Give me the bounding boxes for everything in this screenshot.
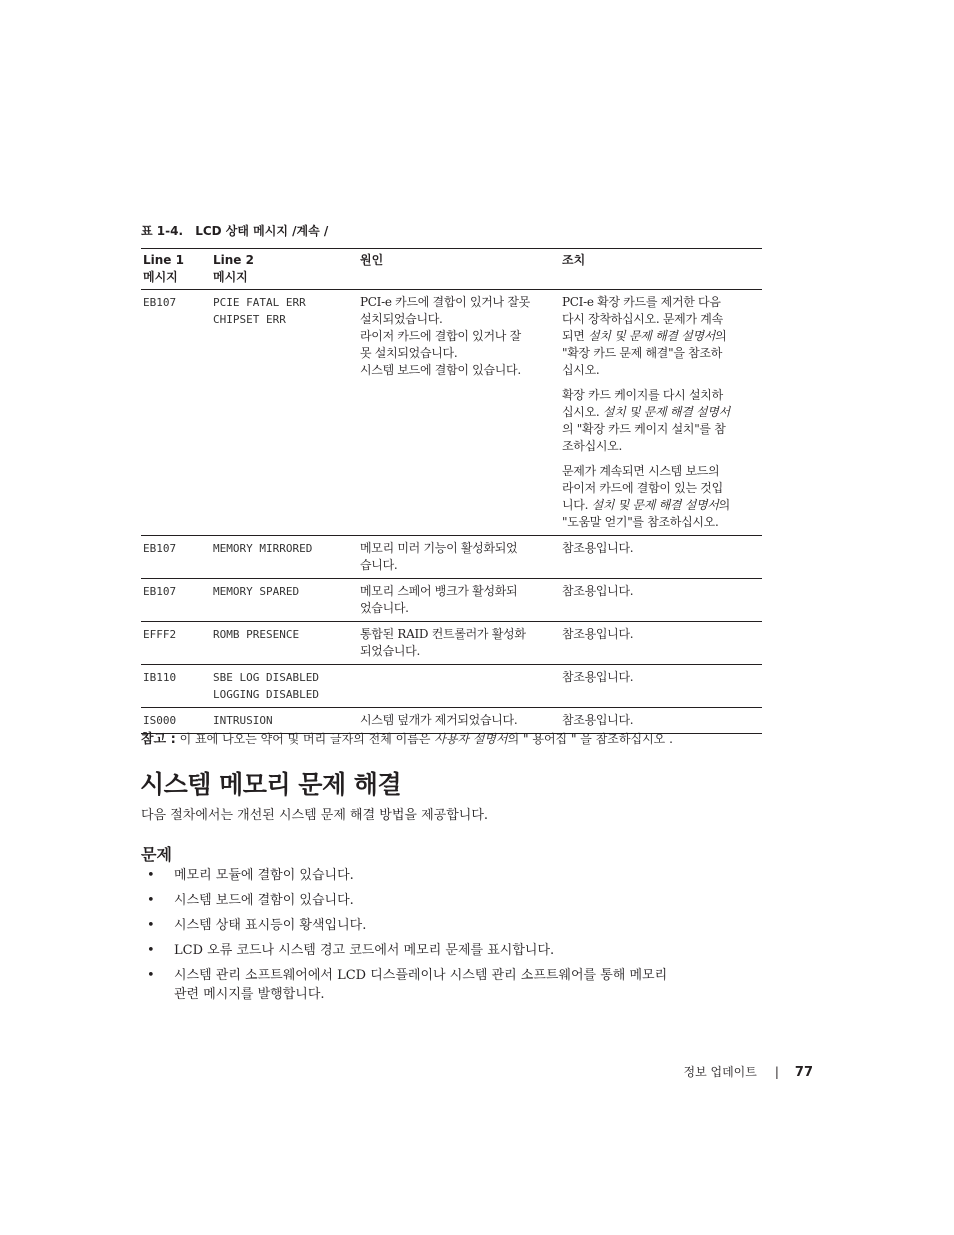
table-row: [141, 536, 762, 579]
action-paragraph: PCI-e 확장 카드를 제거한 다음 다시 장착하십시오. 문제가 계속 되면 설치 및 문제 해결 설명서의 "확장 카드 문제 해결"을 참조하 십시오.: [562, 295, 727, 377]
action-cell: 참조용입니다.: [562, 541, 634, 555]
cause-cell: 메모리 스페어 뱅크가 활성화되 었습니다.: [360, 584, 518, 615]
manual-reference: 설치 및 문제 해결 설명서: [591, 498, 719, 512]
action-paragraph: 확장 카드 케이지를 다시 설치하 십시오. 설치 및 문제 해결 설명서 의 "확장 카드 케이지 설치"를 참 조하십시오.: [562, 388, 730, 453]
table-title: LCD 상태 메시지 /계속 /: [195, 224, 329, 238]
footer-section: 정보 업데이트: [683, 1065, 757, 1079]
cause-cell: PCI-e 카드에 결합이 있거나 잘못 설치되었습니다. 라이저 카드에 결합이 있거나 잘 못 설치되었습니다. 시스템 보드에 결함이 있습니다.: [360, 295, 530, 377]
manual-reference: 사용자 설명서: [434, 732, 508, 746]
line2-message: SBE LOG DISABLED LOGGING DISABLED: [213, 671, 319, 701]
list-item: • 시스템 상태 표시등이 황색입니다.: [147, 918, 367, 933]
bullet-icon: •: [147, 868, 155, 883]
cause-cell: 메모리 미러 기능이 활성화되었 습니다.: [360, 541, 518, 572]
table-note: 참고 : 이 표에 나오는 약어 및 머리 글자의 전체 이름은 사용자 설명서의 " 용어집 " 을 참조하십시오 .: [141, 732, 673, 747]
list-item: • LCD 오류 코드나 시스템 경고 코드에서 메모리 문제를 표시합니다.: [147, 943, 555, 958]
action-cell: 참조용입니다.: [562, 584, 634, 598]
cause-cell: 통합된 RAID 컨트롤러가 활성화 되었습니다.: [360, 627, 526, 658]
header-action: 조치: [562, 253, 586, 267]
lcd-status-table: [141, 248, 762, 734]
list-item: • 메모리 모듈에 결함이 있습니다.: [147, 868, 354, 883]
table-row: [141, 665, 762, 708]
line1-code: IB110: [143, 671, 177, 684]
line2-message: MEMORY SPARED: [213, 585, 300, 598]
cause-cell: 시스템 덮개가 제거되었습니다.: [360, 713, 518, 727]
table-header-row: [141, 249, 762, 290]
table-caption: [141, 222, 328, 239]
line1-code: EB107: [143, 542, 177, 555]
action-cell: 참조용입니다.: [562, 713, 634, 727]
subsection-title: 문제: [141, 845, 172, 864]
manual-reference: 설치 및 문제 해결 설명서: [602, 405, 730, 419]
bullet-icon: •: [147, 918, 155, 933]
action-cell: [560, 290, 762, 536]
action-paragraph: 문제가 계속되면 시스템 보드의 라이저 카드에 결함이 있는 것입 니다. 설치 및 문제 해결 설명서의 "도움말 얻기"를 참조하십시오.: [562, 464, 730, 529]
page-footer: [0, 1063, 813, 1080]
line1-code: IS000: [143, 714, 177, 727]
action-cell: 참조용입니다.: [562, 627, 634, 641]
line1-code: EFFF2: [143, 628, 177, 641]
section-intro: 다음 절차에서는 개선된 시스템 문제 해결 방법을 제공합니다.: [141, 808, 489, 823]
line1-code: EB107: [143, 296, 177, 309]
bullet-icon: •: [147, 943, 155, 958]
line2-message: PCIE FATAL ERR CHIPSET ERR: [213, 296, 306, 326]
action-cell: 참조용입니다.: [562, 670, 634, 684]
bullet-icon: •: [147, 968, 155, 983]
header-cause: 원인: [360, 253, 384, 267]
line2-message: ROMB PRESENCE: [213, 628, 300, 641]
table-row: [141, 290, 762, 536]
list-item: • 시스템 관리 소프트웨어에서 LCD 디스플레이나 시스템 관리 소프트웨어를 통해 메모리 관련 메시지를 발행합니다.: [147, 968, 668, 1002]
table-row: [141, 579, 762, 622]
header-line2: Line 2 메시지: [213, 253, 254, 284]
table-row: [141, 622, 762, 665]
manual-reference: 설치 및 문제 해결 설명서: [588, 329, 716, 343]
line2-message: MEMORY MIRRORED: [213, 542, 313, 555]
page-number: 77: [794, 1065, 813, 1080]
cause-cell: [358, 665, 560, 708]
line1-code: EB107: [143, 585, 177, 598]
line2-message: INTRUSION: [213, 714, 273, 727]
table-number: 표 1-4.: [141, 224, 184, 238]
problem-list: [141, 866, 771, 1010]
list-item: • 시스템 보드에 결함이 있습니다.: [147, 893, 354, 908]
section-title: 시스템 메모리 문제 해결: [140, 770, 402, 799]
note-label: 참고 :: [141, 732, 176, 747]
bullet-icon: •: [147, 893, 155, 908]
footer-separator: |: [774, 1065, 779, 1079]
header-line1: Line 1 메시지: [143, 253, 184, 284]
